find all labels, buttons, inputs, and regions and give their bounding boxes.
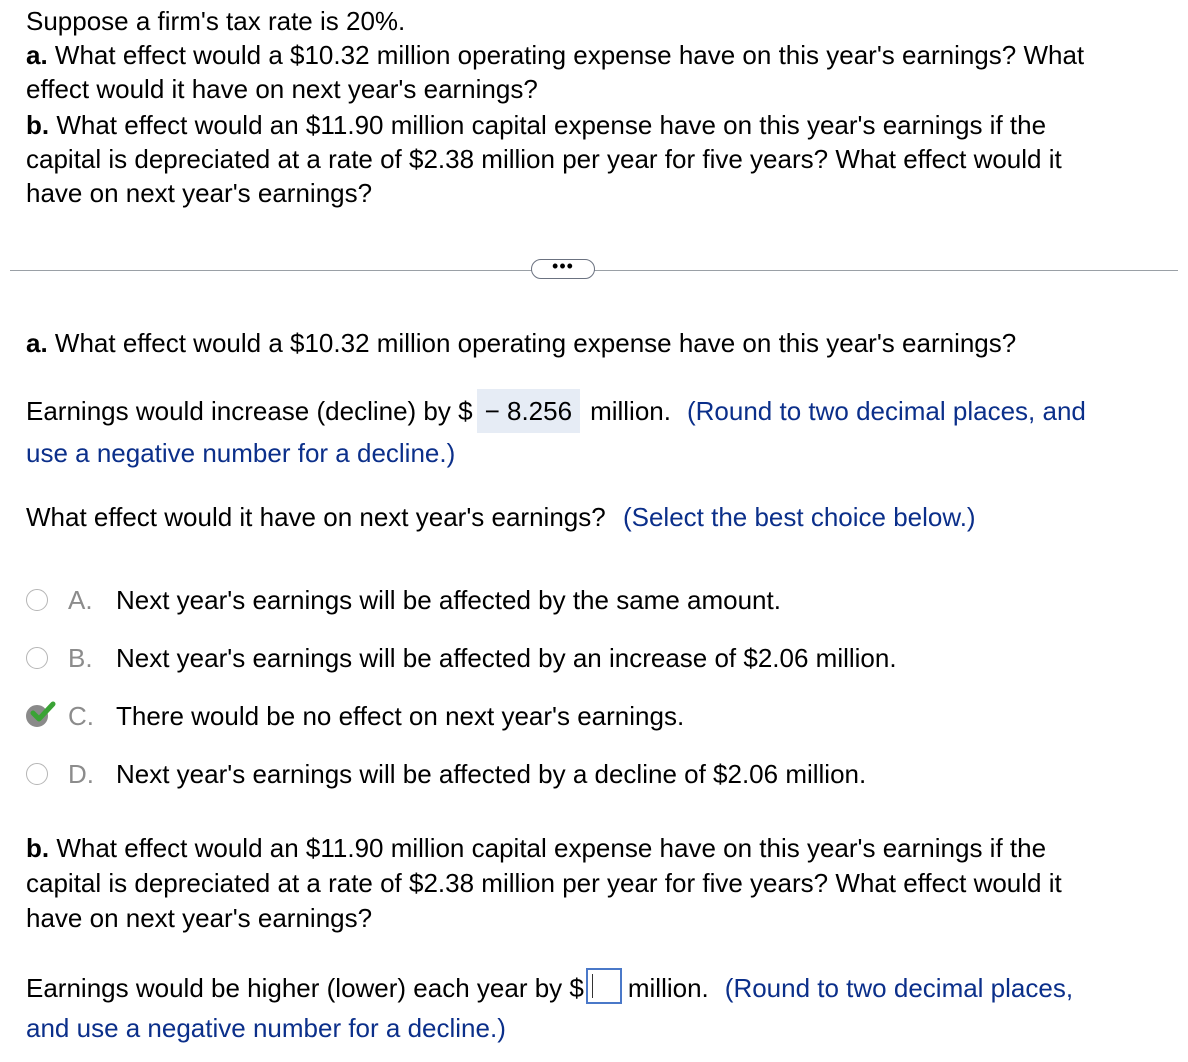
part-a-next-hint: (Select the best choice below.) xyxy=(622,502,976,532)
part-b-answer-row xyxy=(26,966,1073,1010)
question-part-a-label: a. xyxy=(26,40,48,70)
part-a-answer-input[interactable]: − 8.256 xyxy=(477,389,580,433)
part-b-label: b. xyxy=(26,833,50,863)
question-part-b-label: b. xyxy=(26,110,50,140)
part-a-question xyxy=(26,326,1016,360)
part-a-label: a. xyxy=(26,328,48,358)
choice-d[interactable] xyxy=(26,754,866,794)
part-b-answer-prefix: Earnings would be higher (lower) each year by $ xyxy=(26,973,584,1003)
radio-a[interactable] xyxy=(26,589,48,611)
choice-d-text: Next year's earnings will be affected by a decline of $2.06 million. xyxy=(116,758,867,789)
part-a-question-text: What effect would a $10.32 million operating expense have on this year's earnings? xyxy=(54,328,1017,358)
part-a-answer-prefix: Earnings would increase (decline) by $ xyxy=(26,396,473,426)
part-b-question-text: What effect would an $11.90 million capital expense have on this year's earnings if the xyxy=(56,833,1047,863)
question-part-b-text-2: capital is depreciated at a rate of $2.38 million per year for five years? What effect would it xyxy=(26,144,1062,174)
choice-c-letter: C. xyxy=(68,700,94,731)
part-b-question-3: have on next year's earnings? xyxy=(26,903,373,933)
part-a-answer-row xyxy=(26,389,1086,433)
part-b-answer-input[interactable] xyxy=(586,968,622,1004)
question-part-a-text: What effect would a $10.32 million operating expense have on this year's earnings? What xyxy=(54,40,1085,70)
text-caret xyxy=(592,974,593,998)
part-a-hint-2: use a negative number for a decline.) xyxy=(26,438,456,468)
choice-b-letter: B. xyxy=(68,642,93,673)
radio-b[interactable] xyxy=(26,647,48,669)
question-part-a xyxy=(26,38,1084,72)
part-b-question xyxy=(26,831,1046,865)
question-part-b xyxy=(26,108,1046,142)
part-b-answer-suffix: million. xyxy=(627,973,709,1003)
part-b-hint: (Round to two decimal places, xyxy=(724,973,1074,1003)
question-part-b-text-3: have on next year's earnings? xyxy=(26,178,373,208)
choice-a-letter: A. xyxy=(68,584,93,615)
part-a-next-question: What effect would it have on next year's earnings? xyxy=(26,502,606,532)
choice-a[interactable] xyxy=(26,580,781,620)
choice-b-text: Next year's earnings will be affected by an increase of $2.06 million. xyxy=(116,642,897,673)
choice-c[interactable] xyxy=(26,696,684,736)
question-intro: Suppose a firm's tax rate is 20%. xyxy=(26,6,406,36)
checkmark-icon xyxy=(27,698,57,728)
more-options-button[interactable]: ••• xyxy=(531,259,595,279)
part-a-next-question-row xyxy=(26,500,976,534)
question-part-a-text-2: effect would it have on next year's earnings? xyxy=(26,74,538,104)
choice-c-text: There would be no effect on next year's earnings. xyxy=(116,700,685,731)
choice-a-text: Next year's earnings will be affected by the same amount. xyxy=(116,584,781,615)
radio-c-selected[interactable] xyxy=(26,705,48,727)
part-b-question-2: capital is depreciated at a rate of $2.38 million per year for five years? What effect would it xyxy=(26,868,1062,898)
question-part-b-text: What effect would an $11.90 million capital expense have on this year's earnings if the xyxy=(56,110,1047,140)
part-b-hint-2: and use a negative number for a decline.) xyxy=(26,1013,506,1043)
radio-d[interactable] xyxy=(26,763,48,785)
part-a-hint: (Round to two decimal places, and xyxy=(686,396,1086,426)
choice-d-letter: D. xyxy=(68,758,94,789)
choice-b[interactable] xyxy=(26,638,897,678)
part-a-answer-suffix: million. xyxy=(590,396,671,426)
